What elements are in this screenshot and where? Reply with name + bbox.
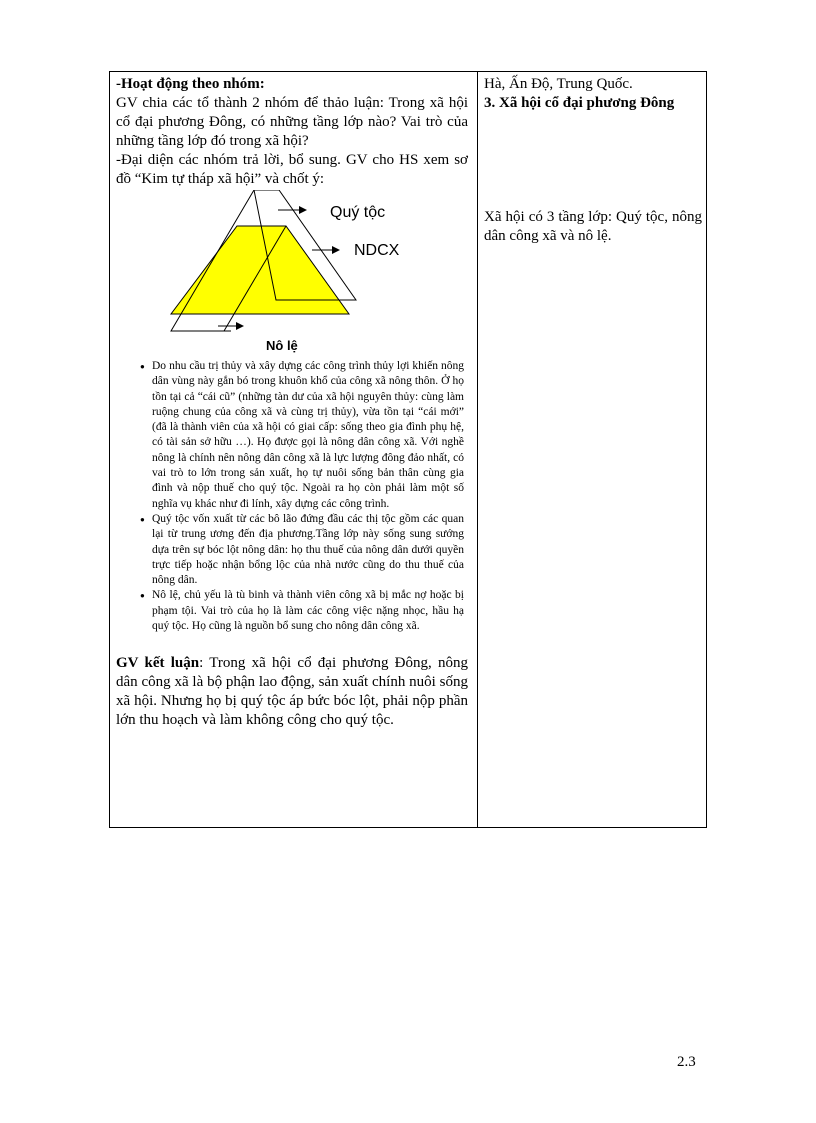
social-pyramid-diagram	[116, 190, 468, 355]
conclusion-text: : Trong xã hội cổ đại phương Đông, nông dân công xã là bộ phận lao động, sản xuất chính nuôi sống xã hội. Nhưng họ bị quý tộc áp bức bóc lột, phải nộp phần lớn thu hoạch và làm không công cho quý tộc.	[116, 655, 469, 729]
conclusion-label: GV kết luận	[116, 655, 200, 672]
previous-text: Hà, Ấn Độ, Trung Quốc.	[484, 76, 633, 92]
arrow-middle-head	[332, 246, 340, 254]
teacher-activities-column	[116, 75, 468, 730]
task-text: GV chia các tổ thành 2 nhóm để thảo luận: Trong xã hội cổ đại phương Đông, có những tầng lớp nào? Vai trò của những tầng lớp đó trong xã hội?	[116, 95, 468, 149]
pyramid-svg	[116, 190, 468, 355]
label-no-le: Nô lệ	[266, 338, 298, 353]
bullet-quy-toc: ● Quý tộc vốn xuất từ các bô lão đứng đầu các thị tộc gồm các quan lại từ trung ương đến địa phương.Tầng lớp này sống sung sướng dựa trên sự bóc lột nông dân: họ thu thuế của nông dân dưới quyền trực tiếp hoặc nhận bổng lộc của nhà nước cũng do thu thuế của nông dân.	[116, 512, 468, 588]
explanation-bullets	[116, 359, 468, 634]
column-divider	[477, 72, 478, 827]
section-summary: Xã hội có 3 tầng lớp: Quý tộc, nông dân công xã và nô lệ.	[484, 209, 702, 244]
content-column	[484, 75, 702, 246]
arrow-bottom-head	[236, 322, 244, 330]
section-heading: 3. Xã hội cổ đại phương Đông	[484, 95, 675, 111]
page-number: 2.3	[677, 1054, 696, 1070]
lesson-table	[109, 71, 707, 828]
bullet-no-le: ● Nô lệ, chủ yếu là tù binh và thành viên công xã bị mắc nợ hoặc bị phạm tội. Vai trò của họ là làm các công việc nặng nhọc, hầu hạ quý tộc. Họ cũng là nguồn bổ sung cho nông dân công xã.	[116, 588, 468, 634]
conclusion-paragraph	[116, 654, 468, 730]
arrow-top-head	[299, 206, 307, 214]
label-quy-toc: Quý tộc	[330, 204, 386, 221]
label-ndcx: NDCX	[354, 242, 400, 259]
response-text: -Đại diện các nhóm trả lời, bổ sung. GV cho HS xem sơ đồ “Kim tự tháp xã hội” và chốt ý:	[116, 152, 468, 187]
activity-heading: -Hoạt động theo nhóm:	[116, 76, 265, 92]
bullet-nong-dan: ● Do nhu cầu trị thủy và xây dựng các công trình thủy lợi khiến nông dân vùng này gắn bó trong khuôn khổ của công xã nông thôn. Ở họ tồn tại cả “cái cũ” (những tàn dư của xã hội nguyên thủy: cùng làm ruộng chung của công xã và cùng trị thủy), vừa tồn tại “cái mới” (đã là thành viên của xã hội có giai cấp: sống theo gia đình phụ hệ, có tài sản sở hữu …). Họ được gọi là nông dân công xã. Với nghề nông là chính nên nông dân công xã là lực lượng đông đảo nhất, có vai trò to lớn trong sản xuất, họ tự nuôi sống bản thân cùng gia đình và nộp thuế cho quý tộc. Ngoài ra họ còn phải làm một số nghĩa vụ khác như đi lính, xây dựng các công trình.	[116, 359, 468, 512]
